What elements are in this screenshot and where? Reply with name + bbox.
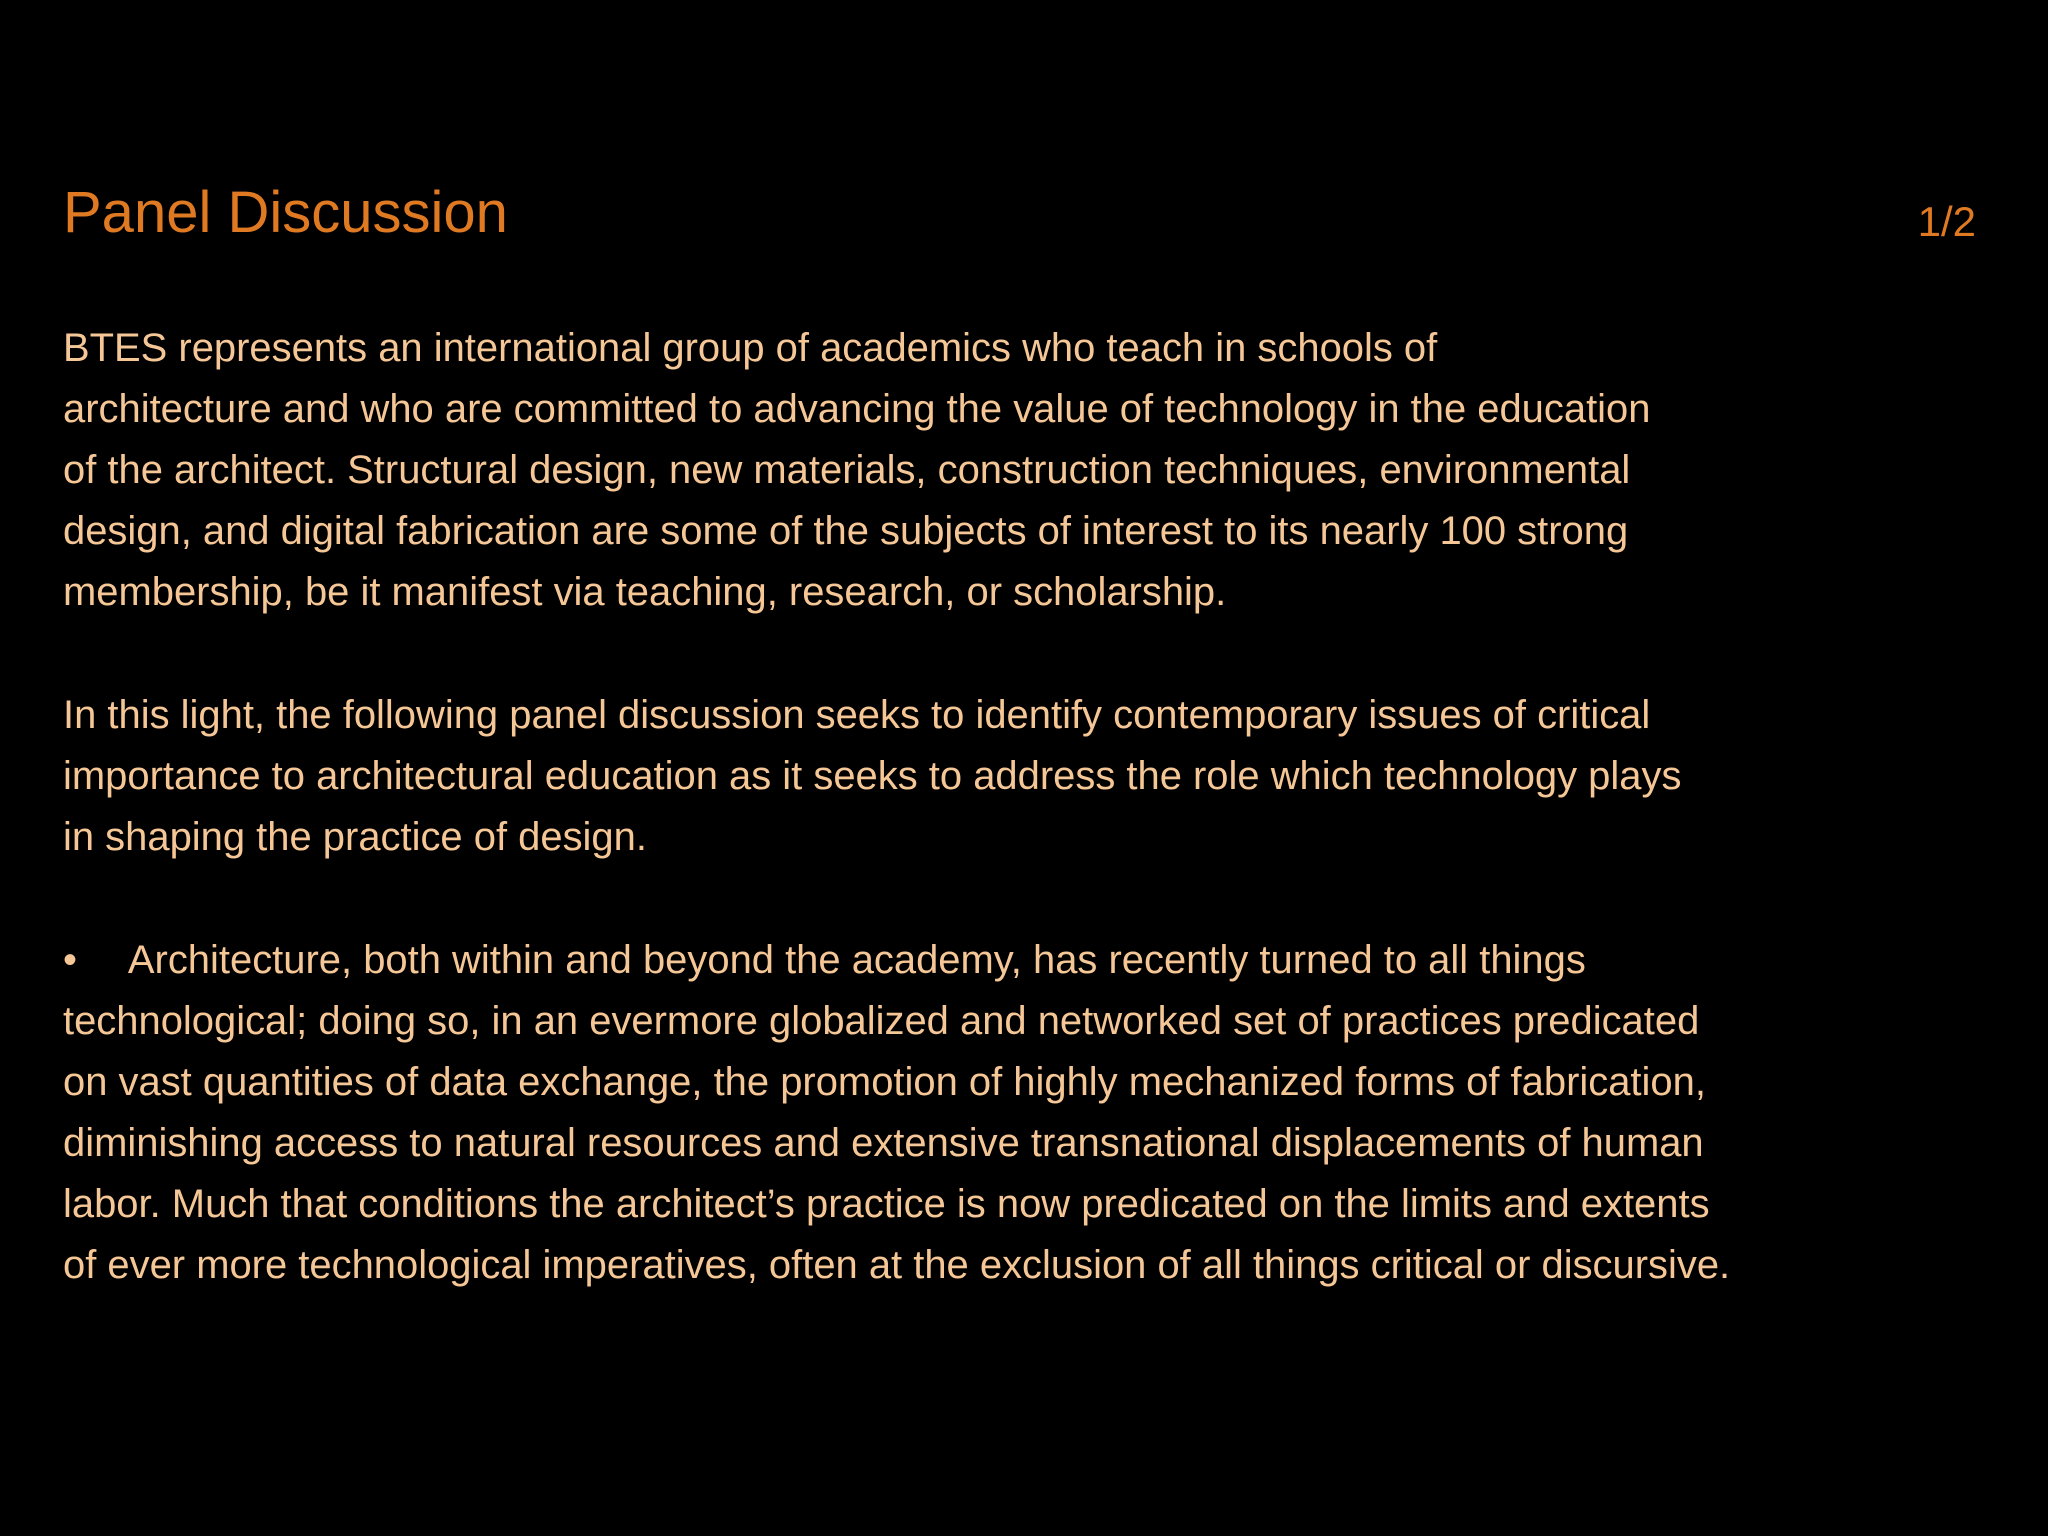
paragraph-intro <box>63 318 2043 623</box>
slide-title: Panel Discussion <box>63 180 508 245</box>
paragraph-line: BTES represents an international group of academics who teach in schools of <box>63 326 1438 370</box>
paragraph-line: in shaping the practice of design. <box>63 815 647 859</box>
bullet-marker: • <box>63 938 77 982</box>
bullet-text: Architecture, both within and beyond the academy, has recently turned to all things <box>127 938 1586 982</box>
paragraph-line: importance to architectural education as it seeks to address the role which technology plays <box>63 754 1682 798</box>
bullet-line: labor. Much that conditions the architect’s practice is now predicated on the limits and extents <box>63 1182 1710 1226</box>
bullet-line: on vast quantities of data exchange, the promotion of highly mechanized forms of fabrication, <box>63 1060 1706 1104</box>
bullet-item <box>63 930 2043 1296</box>
paragraph-spacer <box>63 868 2043 930</box>
bullet-line: of ever more technological imperatives, often at the exclusion of all things critical or discursive. <box>63 1243 1731 1287</box>
bullet-line: technological; doing so, in an evermore globalized and networked set of practices predicated <box>63 999 1700 1043</box>
paragraph-line: design, and digital fabrication are some of the subjects of interest to its nearly 100 strong <box>63 509 1629 553</box>
paragraph-line: architecture and who are committed to advancing the value of technology in the education <box>63 387 1651 431</box>
paragraph-spacer <box>63 623 2043 685</box>
bullet-first-line <box>63 930 2040 991</box>
page-indicator: 1/2 <box>1917 198 1976 245</box>
paragraph-line: membership, be it manifest via teaching, research, or scholarship. <box>63 570 1227 614</box>
paragraph-panel <box>63 685 2043 868</box>
slide-body <box>63 318 2043 1296</box>
paragraph-line: In this light, the following panel discussion seeks to identify contemporary issues of critical <box>63 693 1651 737</box>
bullet-line: diminishing access to natural resources and extensive transnational displacements of human <box>63 1121 1704 1165</box>
paragraph-line: of the architect. Structural design, new materials, construction techniques, environmental <box>63 448 1631 492</box>
